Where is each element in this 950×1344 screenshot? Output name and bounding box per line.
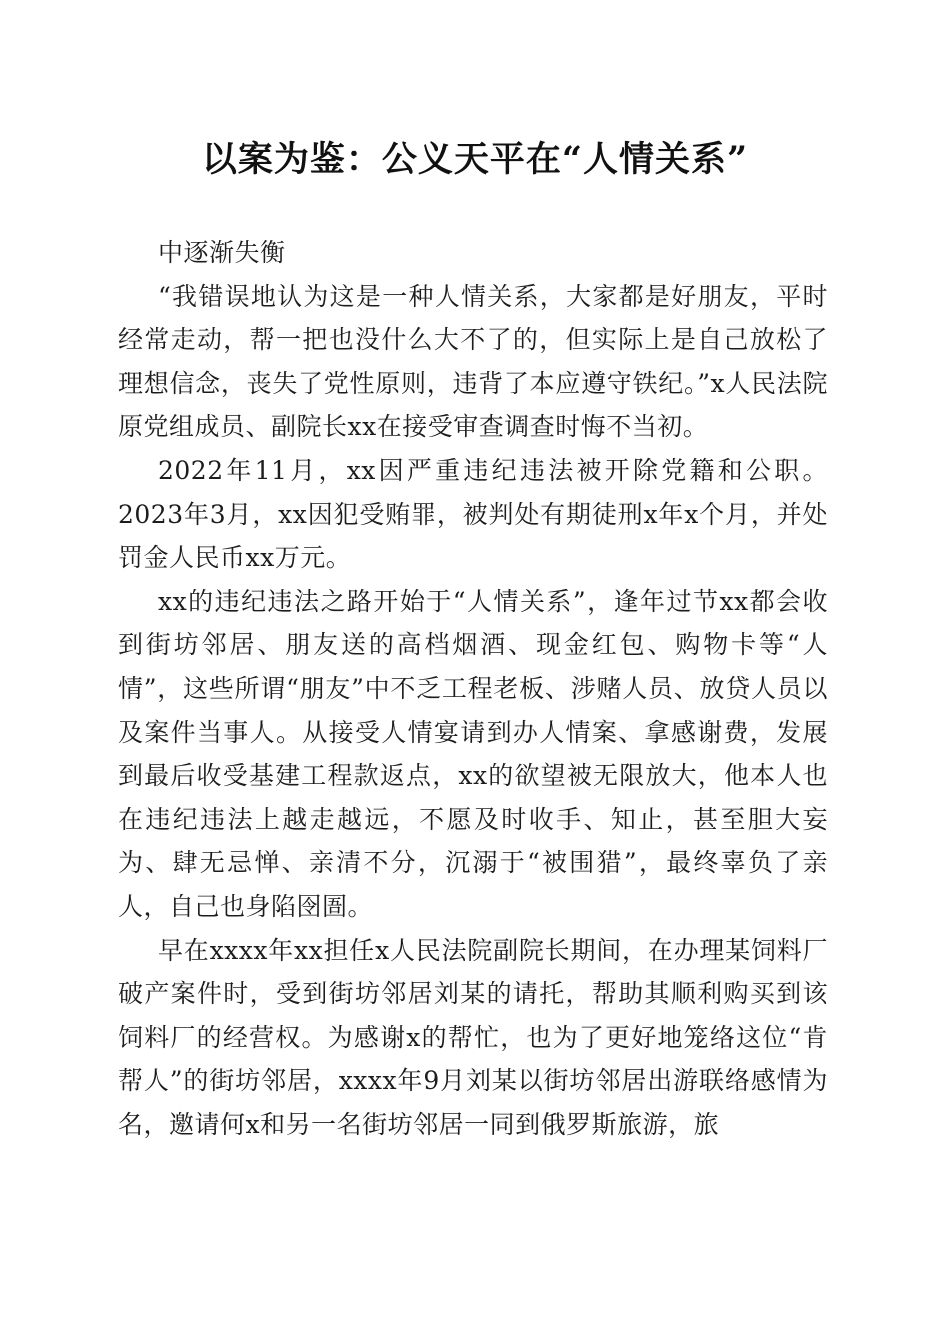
paragraph: “我错误地认为这是一种人情关系，大家都是好朋友，平时经常走动，帮一把也没什么大不了的，但实际上是自己放松了理想信念，丧失了党性原则，违背了本应遵守铁纪。”x人民法院原党组成员、副院长xx在接受审查调查时悔不当初。 bbox=[118, 281, 828, 442]
document-title: 以案为鉴：公义天平在“人情关系” bbox=[201, 139, 749, 180]
paragraph: 早在xxxx年xx担任x人民法院副院长期间，在办理某饲料厂破产案件时，受到街坊邻居刘某的请托，帮助其顺利购买到该饲料厂的经营权。为感谢x的帮忙，也为了更好地笼络这位“肯帮人”的街坊邻居，xxxx年9月刘某以街坊邻居出游联络感情为名，邀请何x和另一名街坊邻居一同到俄罗斯旅游，旅 bbox=[118, 935, 828, 1139]
document-body bbox=[118, 231, 828, 1146]
paragraph: xx的违纪违法之路开始于“人情关系”，逢年过节xx都会收到街坊邻居、朋友送的高档烟酒、现金红包、购物卡等“人情”，这些所谓“朋友”中不乏工程老板、涉赌人员、放贷人员以及案件当事人。从接受人情宴请到办人情案、拿感谢费，发展到最后收受基建工程款返点，xx的欲望被无限放大，他本人也在违纪违法上越走越远，不愿及时收手、知止，甚至胆大妄为、肆无忌惮、亲清不分，沉溺于“被围猎”，最终辜负了亲人，自己也身陷囹圄。 bbox=[118, 586, 828, 921]
paragraph: 2022年11月，xx因严重违纪违法被开除党籍和公职。2023年3月，xx因犯受贿罪，被判处有期徒刑x年x个月，并处罚金人民币xx万元。 bbox=[118, 455, 828, 573]
paragraph: 中逐渐失衡 bbox=[158, 238, 286, 267]
